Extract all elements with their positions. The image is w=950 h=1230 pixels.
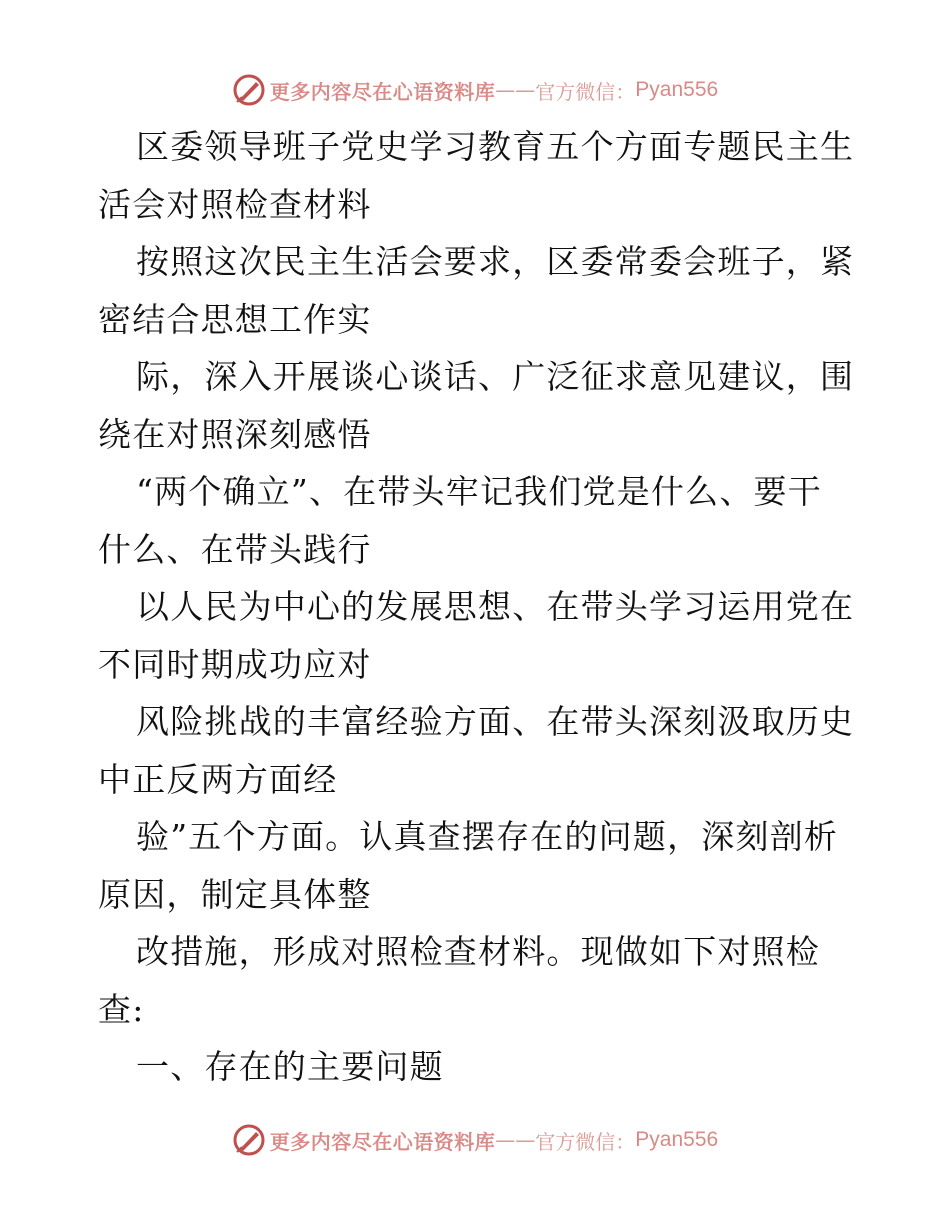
quill-logo-icon <box>232 1123 266 1157</box>
body-line: 绕在对照深刻感悟 <box>98 414 372 454</box>
document-title-line-2: 活会对照检查材料 <box>98 184 372 224</box>
body-line: 原因，制定具体整 <box>98 874 372 914</box>
header-watermark <box>0 70 950 110</box>
body-line: 不同时期成功应对 <box>98 644 372 684</box>
body-line: 以人民为中心的发展思想、在带头学习运用党在 <box>136 587 855 626</box>
watermark-site-name: 更多内容尽在心语资料库 <box>269 79 496 104</box>
watermark-site-name: 更多内容尽在心语资料库 <box>269 1129 496 1154</box>
quill-logo-icon <box>232 73 266 107</box>
section-heading: 一、存在的主要问题 <box>136 1047 444 1086</box>
watermark-wechat-id: Pyan556 <box>635 78 719 101</box>
body-line: “两个确立”、在带头牢记我们党是什么、要干 <box>136 472 822 511</box>
body-line: 改措施，形成对照检查材料。现做如下对照检 <box>136 932 820 971</box>
body-line: 验”五个方面。认真查摆存在的问题，深刻剖析 <box>136 817 839 856</box>
body-line: 际，深入开展谈心谈话、广泛征求意见建议，围 <box>136 357 855 396</box>
watermark-wechat-label: 官方微信： <box>535 1129 636 1154</box>
body-line: 中正反两方面经 <box>98 759 338 799</box>
watermark-dash: —— <box>495 78 536 102</box>
watermark-wechat-label: 官方微信： <box>535 79 636 104</box>
body-line: 风险挑战的丰富经验方面、在带头深刻汲取历史 <box>136 702 855 741</box>
body-line: 按照这次民主生活会要求，区委常委会班子，紧 <box>136 242 855 281</box>
footer-watermark <box>0 1120 950 1160</box>
document-body <box>98 118 858 1096</box>
body-line: 查: <box>98 989 145 1029</box>
watermark-dash: —— <box>495 1128 536 1152</box>
body-line: 密结合思想工作实 <box>98 299 372 339</box>
body-line: 什么、在带头践行 <box>98 529 372 569</box>
watermark-wechat-id: Pyan556 <box>635 1128 719 1151</box>
document-title-line-1: 区委领导班子党史学习教育五个方面专题民主生 <box>136 127 855 166</box>
